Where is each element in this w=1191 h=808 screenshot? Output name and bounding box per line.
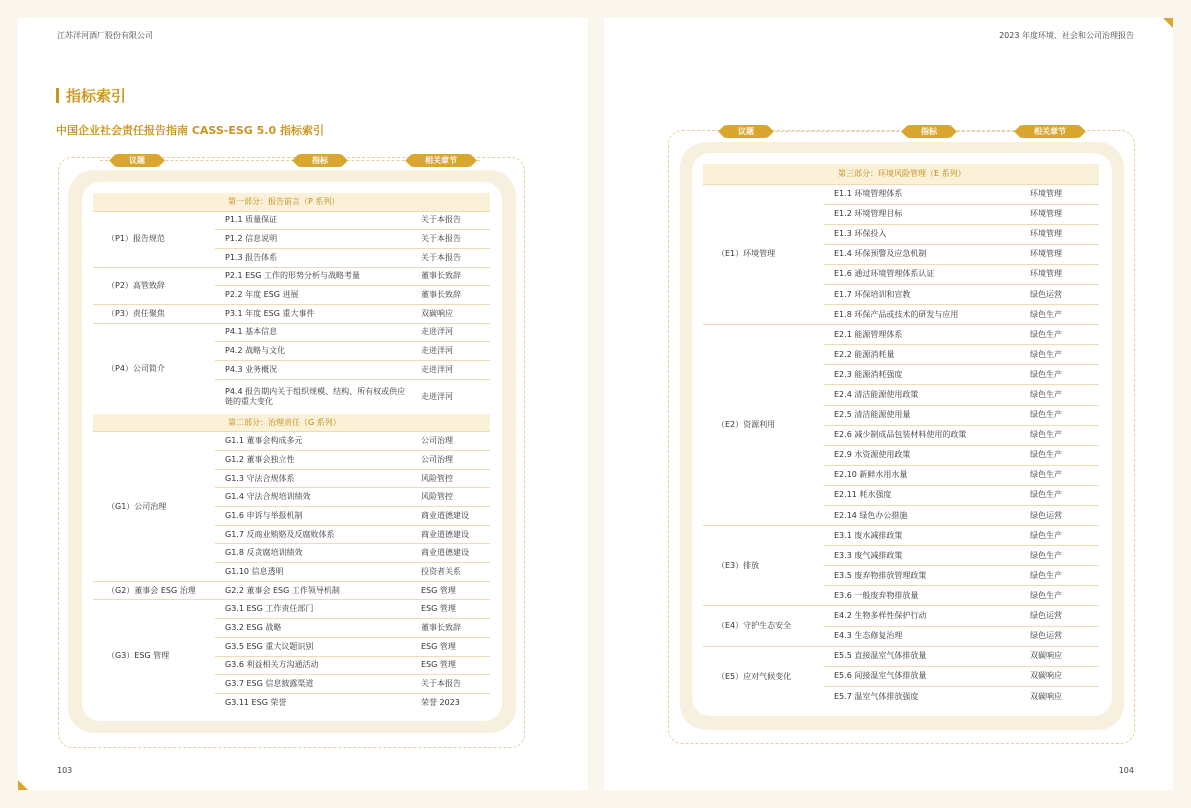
chapter-cell: 绿色生产 bbox=[1020, 546, 1099, 566]
indicator-cell: E5.6 间接温室气体排放量 bbox=[824, 666, 1020, 686]
corner-decoration bbox=[1163, 18, 1173, 28]
chapter-cell: 环境管理 bbox=[1020, 184, 1099, 204]
indicator-cell: E1.4 环保预警及应急机制 bbox=[824, 244, 1020, 264]
indicator-cell: E3.3 废气减排政策 bbox=[824, 546, 1020, 566]
topic-cell: （G3）ESG 管理 bbox=[93, 600, 215, 712]
col-indicator-label: 指标 bbox=[298, 154, 342, 167]
company-name: 江苏洋河酒厂股份有限公司 bbox=[57, 31, 153, 40]
title-bar-icon bbox=[56, 88, 59, 103]
chapter-cell: 绿色生产 bbox=[1020, 305, 1099, 325]
chapter-cell: 绿色生产 bbox=[1020, 345, 1099, 365]
indicator-cell: P3.1 年度 ESG 重大事件 bbox=[215, 304, 411, 323]
indicator-cell: E2.9 水资源使用政策 bbox=[824, 445, 1020, 465]
indicator-cell: G1.8 反贪腐培训绩效 bbox=[215, 544, 411, 563]
chapter-cell: 走进洋河 bbox=[411, 361, 490, 380]
table-row bbox=[93, 581, 490, 600]
indicator-cell: P1.3 报告体系 bbox=[215, 248, 411, 267]
chapter-cell: 关于本报告 bbox=[411, 675, 490, 694]
table-row bbox=[703, 606, 1099, 626]
section-header: 第三部分：环境风险管理（E 系列） bbox=[703, 164, 1099, 184]
chapter-cell: 绿色生产 bbox=[1020, 526, 1099, 546]
topic-cell: （E4）守护生态安全 bbox=[703, 606, 824, 646]
chapter-cell: 公司治理 bbox=[411, 450, 490, 469]
indicator-cell: G3.7 ESG 信息披露渠道 bbox=[215, 675, 411, 694]
chapter-cell: 投资者关系 bbox=[411, 563, 490, 582]
indicator-cell: E2.6 减少制成品包装材料使用的政策 bbox=[824, 425, 1020, 445]
table-row bbox=[703, 646, 1099, 666]
table-row bbox=[93, 323, 490, 342]
indicator-cell: E3.6 一般废弃物排放量 bbox=[824, 586, 1020, 606]
chapter-cell: 绿色生产 bbox=[1020, 385, 1099, 405]
indicator-cell: E1.6 通过环境管理体系认证 bbox=[824, 264, 1020, 284]
topic-cell: （E1）环境管理 bbox=[703, 184, 824, 325]
chapter-cell: 绿色运营 bbox=[1020, 606, 1099, 626]
topic-cell: （E3）排放 bbox=[703, 526, 824, 606]
indicator-cell: G1.1 董事会构成多元 bbox=[215, 432, 411, 451]
indicator-cell: E3.1 废水减排政策 bbox=[824, 526, 1020, 546]
corner-decoration bbox=[18, 780, 28, 790]
indicator-cell: E2.3 能源消耗强度 bbox=[824, 365, 1020, 385]
table-row bbox=[703, 526, 1099, 546]
indicator-cell: P4.2 战略与文化 bbox=[215, 342, 411, 361]
chapter-cell: 商业道德建设 bbox=[411, 507, 490, 526]
subtitle: 中国企业社会责任报告指南 CASS-ESG 5.0 指标索引 bbox=[56, 124, 324, 137]
col-chapter-label: 相关章节 bbox=[1020, 125, 1080, 138]
col-topic-label: 议题 bbox=[724, 125, 768, 138]
indicator-cell: P1.2 信息说明 bbox=[215, 230, 411, 249]
chapter-cell: ESG 管理 bbox=[411, 600, 490, 619]
indicator-cell: E3.5 废弃物排放管理政策 bbox=[824, 566, 1020, 586]
left-index-table bbox=[93, 193, 490, 712]
chapter-cell: 荣誉 2023 bbox=[411, 693, 490, 712]
section-header: 第一部分：报告前言（P 系列） bbox=[93, 193, 490, 211]
topic-cell: （P2）高管致辞 bbox=[93, 267, 215, 304]
table-row bbox=[703, 184, 1099, 204]
indicator-cell: G3.5 ESG 重大议题识别 bbox=[215, 637, 411, 656]
chapter-cell: 环境管理 bbox=[1020, 204, 1099, 224]
chapter-cell: ESG 管理 bbox=[411, 581, 490, 600]
chapter-cell: 走进洋河 bbox=[411, 379, 490, 414]
indicator-cell: G1.4 守法合规培训绩效 bbox=[215, 488, 411, 507]
chapter-cell: 董事长致辞 bbox=[411, 267, 490, 286]
chapter-cell: 环境管理 bbox=[1020, 224, 1099, 244]
page-number-left: 103 bbox=[57, 766, 73, 775]
chapter-cell: 绿色生产 bbox=[1020, 586, 1099, 606]
indicator-cell: P4.4 报告期内关于组织规模、结构、所有权或供应链的重大变化 bbox=[215, 379, 411, 414]
table-row bbox=[93, 304, 490, 323]
indicator-cell: G1.6 申诉与举报机制 bbox=[215, 507, 411, 526]
chapter-cell: 绿色生产 bbox=[1020, 485, 1099, 505]
topic-cell: （P3）责任聚焦 bbox=[93, 304, 215, 323]
chapter-cell: 关于本报告 bbox=[411, 211, 490, 230]
chapter-cell: 董事长致辞 bbox=[411, 619, 490, 638]
indicator-cell: E2.10 新鲜水用水量 bbox=[824, 465, 1020, 485]
chapter-cell: 绿色生产 bbox=[1020, 425, 1099, 445]
indicator-cell: E1.3 环保投入 bbox=[824, 224, 1020, 244]
indicator-cell: G1.7 反商业贿赂及反腐败体系 bbox=[215, 525, 411, 544]
report-title: 2023 年度环境、社会和公司治理报告 bbox=[999, 31, 1134, 40]
table-row bbox=[93, 600, 490, 619]
indicator-cell: G1.3 守法合规体系 bbox=[215, 469, 411, 488]
indicator-cell: G3.6 利益相关方沟通活动 bbox=[215, 656, 411, 675]
topic-cell: （P1）报告规范 bbox=[93, 211, 215, 267]
chapter-cell: 绿色运营 bbox=[1020, 506, 1099, 526]
table-row bbox=[93, 432, 490, 451]
indicator-cell: E1.1 环境管理体系 bbox=[824, 184, 1020, 204]
indicator-cell: E2.11 耗水强度 bbox=[824, 485, 1020, 505]
chapter-cell: 绿色生产 bbox=[1020, 445, 1099, 465]
chapter-cell: 董事长致辞 bbox=[411, 286, 490, 305]
topic-cell: （G1）公司治理 bbox=[93, 432, 215, 582]
chapter-cell: 绿色生产 bbox=[1020, 325, 1099, 345]
table-row bbox=[93, 211, 490, 230]
page-number-right: 104 bbox=[1118, 766, 1134, 775]
chapter-cell: 商业道德建设 bbox=[411, 544, 490, 563]
chapter-cell: 双碳响应 bbox=[1020, 646, 1099, 666]
chapter-cell: 绿色生产 bbox=[1020, 405, 1099, 425]
table-row bbox=[703, 325, 1099, 345]
indicator-cell: E4.2 生物多样性保护行动 bbox=[824, 606, 1020, 626]
col-topic-label: 议题 bbox=[115, 154, 159, 167]
indicator-cell: E4.3 生态修复治理 bbox=[824, 626, 1020, 646]
indicator-cell: E5.7 温室气体排放强度 bbox=[824, 686, 1020, 706]
chapter-cell: 风险管控 bbox=[411, 469, 490, 488]
chapter-cell: 绿色运营 bbox=[1020, 284, 1099, 304]
right-index-table bbox=[703, 164, 1099, 706]
chapter-cell: 环境管理 bbox=[1020, 244, 1099, 264]
chapter-cell: 双碳响应 bbox=[1020, 686, 1099, 706]
chapter-cell: 环境管理 bbox=[1020, 264, 1099, 284]
chapter-cell: 走进洋河 bbox=[411, 323, 490, 342]
topic-cell: （P4）公司简介 bbox=[93, 323, 215, 414]
indicator-cell: E2.4 清洁能源使用政策 bbox=[824, 385, 1020, 405]
indicator-cell: E5.5 直接温室气体排放量 bbox=[824, 646, 1020, 666]
chapter-cell: ESG 管理 bbox=[411, 656, 490, 675]
indicator-cell: P4.1 基本信息 bbox=[215, 323, 411, 342]
chapter-cell: 关于本报告 bbox=[411, 230, 490, 249]
chapter-cell: 绿色生产 bbox=[1020, 465, 1099, 485]
indicator-cell: G1.2 董事会独立性 bbox=[215, 450, 411, 469]
indicator-cell: E1.2 环境管理目标 bbox=[824, 204, 1020, 224]
indicator-cell: G3.1 ESG 工作责任部门 bbox=[215, 600, 411, 619]
indicator-cell: E2.5 清洁能源使用量 bbox=[824, 405, 1020, 425]
table-row bbox=[93, 267, 490, 286]
indicator-cell: P2.2 年度 ESG 进展 bbox=[215, 286, 411, 305]
section-title bbox=[56, 85, 126, 106]
indicator-cell: E2.14 绿色办公措施 bbox=[824, 506, 1020, 526]
indicator-cell: E1.7 环保培训和宣教 bbox=[824, 284, 1020, 304]
chapter-cell: 绿色运营 bbox=[1020, 626, 1099, 646]
indicator-cell: G2.2 董事会 ESG 工作领导机制 bbox=[215, 581, 411, 600]
indicator-cell: G1.10 信息透明 bbox=[215, 563, 411, 582]
section-header: 第二部分：治理责任（G 系列） bbox=[93, 414, 490, 432]
chapter-cell: 绿色生产 bbox=[1020, 365, 1099, 385]
indicator-cell: P2.1 ESG 工作的形势分析与战略考量 bbox=[215, 267, 411, 286]
section-title-text: 指标索引 bbox=[66, 87, 127, 105]
topic-cell: （G2）董事会 ESG 治理 bbox=[93, 581, 215, 600]
chapter-cell: 走进洋河 bbox=[411, 342, 490, 361]
indicator-cell: E2.2 能源消耗量 bbox=[824, 345, 1020, 365]
indicator-cell: E2.1 能源管理体系 bbox=[824, 325, 1020, 345]
indicator-cell: G3.2 ESG 战略 bbox=[215, 619, 411, 638]
indicator-cell: E1.8 环保产品或技术的研发与应用 bbox=[824, 305, 1020, 325]
col-indicator-label: 指标 bbox=[907, 125, 951, 138]
indicator-cell: P1.1 质量保证 bbox=[215, 211, 411, 230]
topic-cell: （E5）应对气候变化 bbox=[703, 646, 824, 706]
chapter-cell: 双碳响应 bbox=[1020, 666, 1099, 686]
indicator-cell: G3.11 ESG 荣誉 bbox=[215, 693, 411, 712]
chapter-cell: 绿色生产 bbox=[1020, 566, 1099, 586]
chapter-cell: ESG 管理 bbox=[411, 637, 490, 656]
topic-cell: （E2）资源利用 bbox=[703, 325, 824, 526]
chapter-cell: 商业道德建设 bbox=[411, 525, 490, 544]
indicator-cell: P4.3 业务概况 bbox=[215, 361, 411, 380]
chapter-cell: 关于本报告 bbox=[411, 248, 490, 267]
chapter-cell: 公司治理 bbox=[411, 432, 490, 451]
chapter-cell: 风险管控 bbox=[411, 488, 490, 507]
col-chapter-label: 相关章节 bbox=[411, 154, 471, 167]
chapter-cell: 双碳响应 bbox=[411, 304, 490, 323]
